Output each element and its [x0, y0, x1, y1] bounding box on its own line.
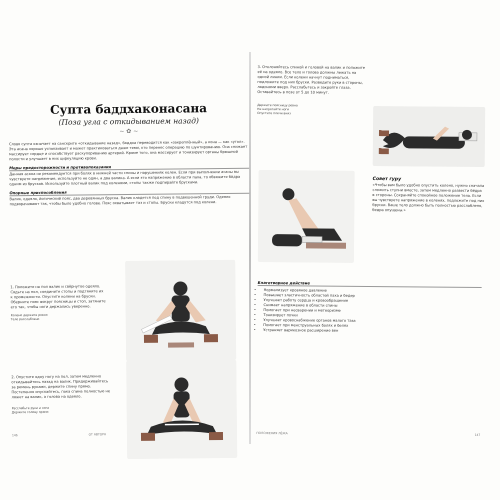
left-page-number: 146	[11, 433, 18, 438]
left-page	[8, 55, 252, 437]
step1-note-2: Тело расслаблено	[10, 316, 40, 322]
props-paragraph: Валик, одеяло, йогический пояс, два деревянных бруска. Валик кладется под спину в подвешенной груди. Одеяло подворачивают так, чтобы было удобно голове. Пояс охватывает таз и стопы. Бруски кладутся под колени.	[9, 194, 231, 207]
step3-note-3: Опустите плечи вниз	[257, 110, 291, 116]
step3-block	[257, 65, 367, 116]
seated-pose-illustration	[125, 260, 236, 361]
step1-text: 1. Положите на пол валик и свёрнутое одеяло. Сядьте на пол, соедините стопы и подтяните их к промежности. Опустите колени на бруски. Оберните пояс вокруг поясницы и стоп, затяните его так, чтобы ноги держались уверенно.	[10, 284, 106, 310]
step2-block	[11, 374, 111, 414]
supported-reclined-illustration	[258, 170, 355, 263]
effect-item: • Снимает напряжение в области спины	[263, 303, 481, 310]
effect-item: • Нормализует кровяное давление	[264, 288, 482, 295]
step2-text: 2. Опустите одну ногу на пол, затем медленно откидывайтесь назад на валик. Придерживайтесь за ремень руками, держите спину прямо. Постепенно опускайтесь, пока спина полностью не ляжет на валик, а голова на одеяло.	[11, 374, 111, 400]
effects-block	[257, 277, 481, 335]
left-running-head: ОТ АВТОРА	[88, 432, 107, 437]
right-folio	[256, 431, 480, 437]
step4-photo	[258, 170, 355, 263]
tip-block	[372, 174, 484, 214]
tip-heading: Совет гуру	[372, 177, 402, 183]
effect-item: • Улучшает работу сердца и кровообращение	[263, 298, 481, 305]
props-heading: Опорные приспособления	[9, 188, 249, 197]
effect-item: • Устраняет варикозное расширение вен	[263, 328, 481, 335]
step1-note-1: Колено держите ровно	[10, 312, 48, 318]
pose-title: Супта баддхаконасана	[49, 101, 208, 117]
reclined-pose-illustration	[373, 106, 486, 167]
step3-note-2: Не напрягайте ноги	[257, 106, 289, 112]
caution-paragraph: Данная асана не рекомендуется при болях в нижней части спины и нарушениях колен. Если при выполнении асаны вы чувствуете напряжение, используйте не один, а два валика. А если это напряжение в области паха, то обвяжите бёдра одним из брусков. Используйте плотный валик под коленями, стопы также подпирайте брусками.	[9, 169, 241, 187]
pose-subtitle: (Поза угла с откидыванием назад)	[58, 116, 199, 127]
effect-item: • Повышает эластичность областей паха и бедер	[264, 293, 482, 300]
step3-text: 3. Отклоняйтесь спиной и головой на валик и положите её на одеяло. Все тело и голова должны лежать на одной линии. Если колени начнут подниматься, подложите под них бруски. Разведите руки в стороны, ладонями вверх. Расслабьтесь и закройте глаза. Оставайтесь в позе от 5 до 10 минут.	[257, 64, 366, 95]
effects-list	[257, 288, 481, 335]
effects-heading: Благотворное действие	[258, 280, 482, 288]
intro-paragraph: Слово супта означает на санскрите «откидывание назад», баддха переводится как «закреплённый», а кона — как «угол». Эта асана хорошо успокаивает и может практиковаться даже теми, кто перенес операцию по шунтированию. Она снижает массирует сердце и способствует раскупориванию артерий. Кроме того, она массирует и тонизирует органы брюшной полости и улучшает в них циркуляцию крови.	[8, 139, 248, 162]
step1-photo	[125, 260, 236, 361]
right-page	[250, 55, 493, 437]
effect-item: • Тонизирует почки	[263, 313, 481, 320]
caution-heading: Меры предосторожности и противопоказания	[9, 163, 249, 172]
step2-note-1: Расслабьте руки и ноги	[11, 405, 50, 411]
seated-bound-illustration	[126, 360, 237, 459]
step3-photo	[373, 106, 486, 167]
step1-block	[10, 284, 105, 321]
step2-note-2: Держите голову прямо	[11, 409, 49, 415]
right-running-head: ПОЛОЖЕНИЯ ЛЁЖА	[256, 430, 288, 436]
effect-item: • Помогает при менструальных болях и белях	[263, 323, 481, 330]
right-page-number: 147	[474, 432, 481, 437]
left-folio	[12, 432, 106, 437]
step2-photo	[126, 360, 237, 459]
effect-item: • Помогает при несварении и метеоризме	[263, 308, 481, 315]
tip-text: «Чтобы вам было удобно опустить колено, нужно сначала сложить ступни вместе, затем медленно развести бёдра в стороны. Сохраняйте спокойное положение тела. Если вы чувствуете напряжение в коленях, подложите под них бруски. Ваше тело должно быть полностью расслаблено, бедра опущены.»	[372, 183, 485, 213]
effect-item: • Улучшает кровоснабжение органов малого таза	[263, 318, 481, 325]
step3-note-1: Держите поясницу ровно	[257, 102, 298, 108]
ornament: ~ ✿ ~	[119, 127, 139, 136]
